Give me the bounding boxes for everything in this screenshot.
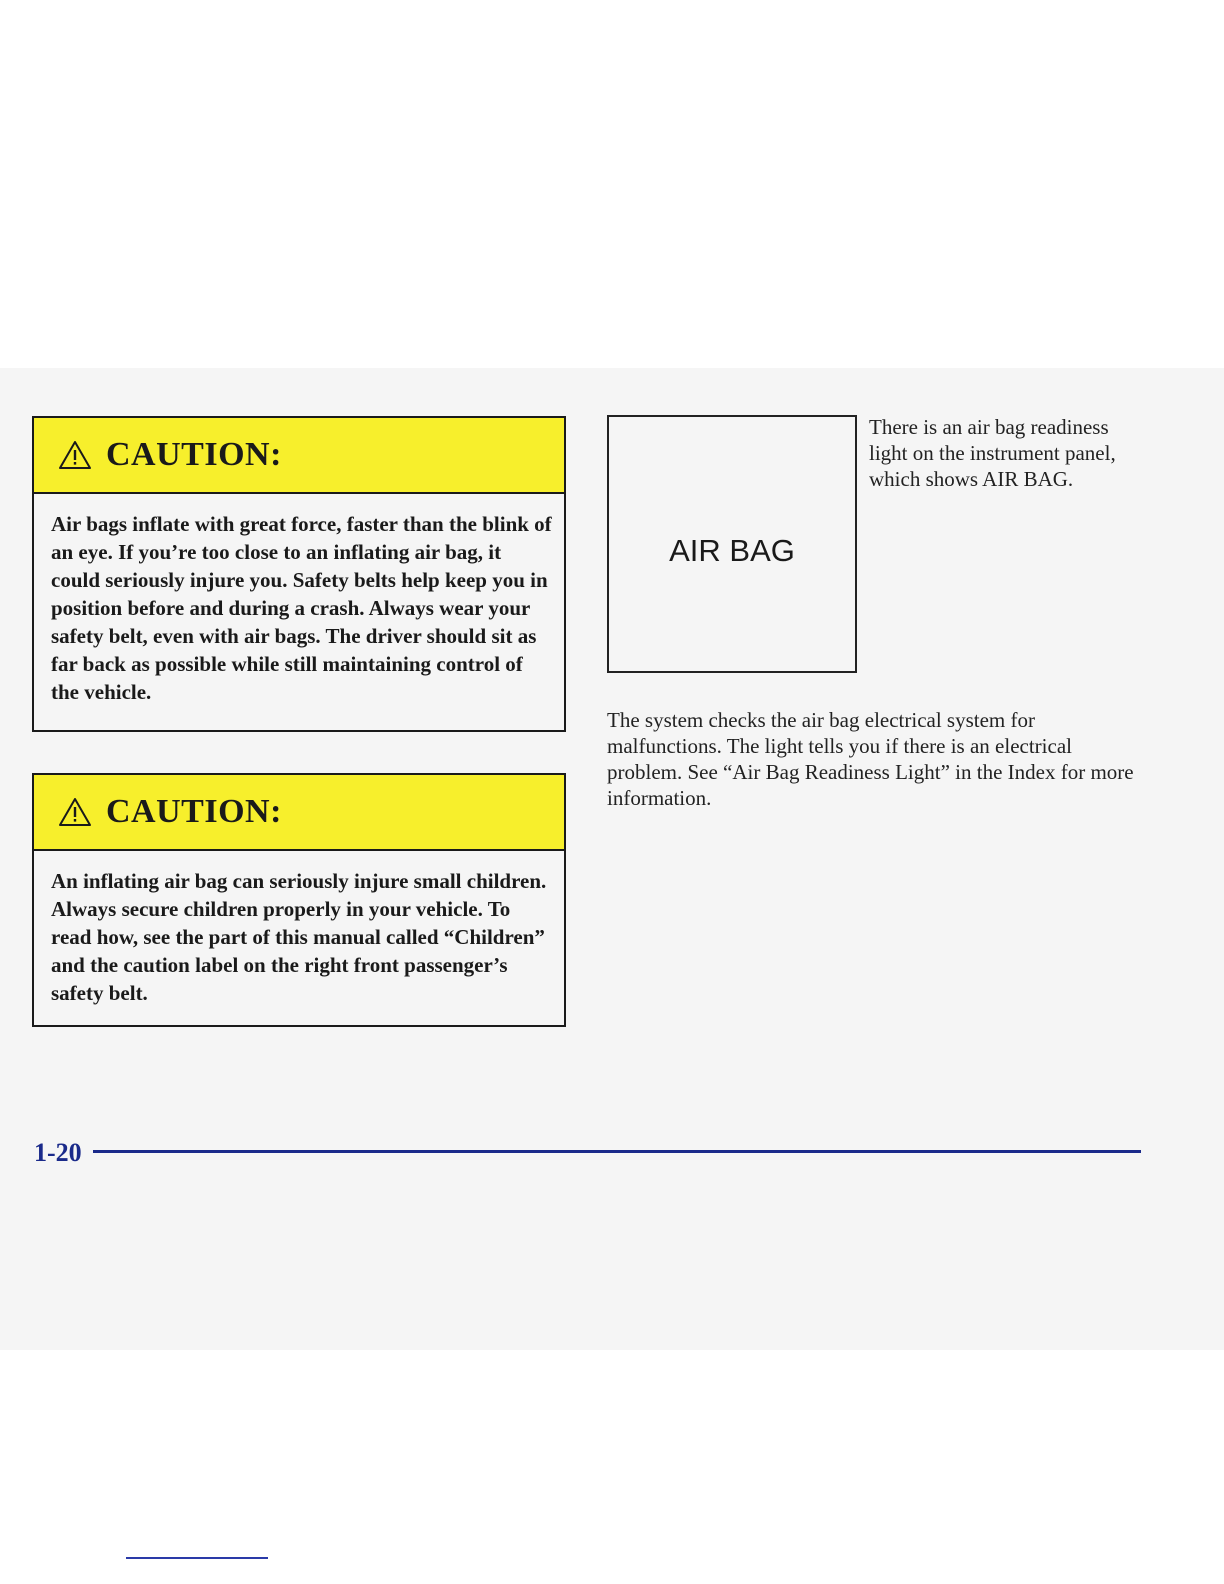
caution-title: CAUTION: bbox=[106, 793, 282, 830]
caution-text: Air bags inflate with great force, faster than the blink of an eye. If you’re too close to an inflating air bag, it could seriously injure you. Safety belts help keep you in position before and during a crash. Always wear your safety belt, even with air bags. The driver should sit as far back as possible while still maintaining control of the vehicle. bbox=[51, 512, 552, 704]
page-number: 1-20 bbox=[34, 1138, 82, 1167]
footer-rule bbox=[93, 1150, 1141, 1153]
caution-header-1 bbox=[34, 418, 564, 494]
bottom-divider bbox=[126, 1557, 268, 1559]
system-check-paragraph: The system checks the air bag electrical system for malfunctions. The light tells you if there is an electrical problem. See “Air Bag Readiness Light” in the Index for more information. bbox=[607, 708, 1134, 810]
readiness-light-description: There is an air bag readiness light on the instrument panel, which shows AIR BAG. bbox=[869, 415, 1116, 491]
warning-triangle-icon bbox=[58, 797, 92, 827]
caution-box-2 bbox=[32, 773, 566, 1027]
caution-box-1 bbox=[32, 416, 566, 732]
air-bag-indicator-label: AIR BAG bbox=[669, 533, 795, 568]
caution-text: An inflating air bag can seriously injure small children. Always secure children properly in your vehicle. To read how, see the part of this manual called “Children” and the caution label on the right front passenger’s safety belt. bbox=[51, 869, 547, 1005]
caution-title: CAUTION: bbox=[106, 436, 282, 473]
air-bag-indicator-illustration bbox=[607, 415, 857, 673]
caution-header-2 bbox=[34, 775, 564, 851]
warning-triangle-icon bbox=[58, 440, 92, 470]
